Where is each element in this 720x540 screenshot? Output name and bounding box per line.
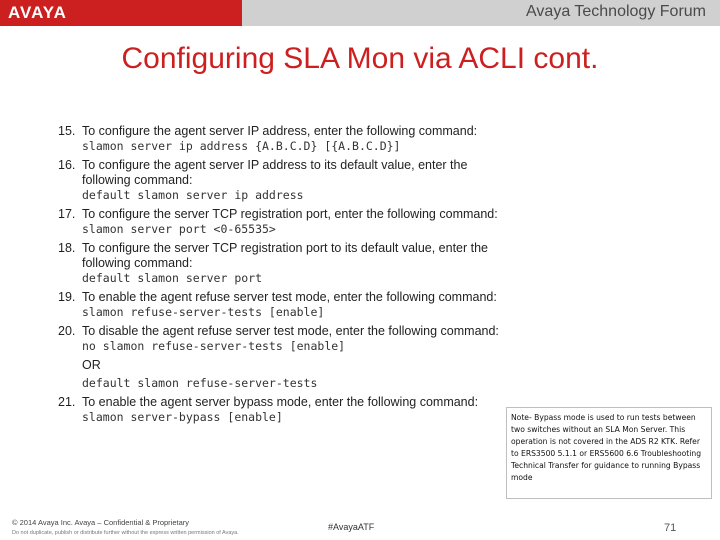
- step-text: To enable the agent refuse server test mode, enter the following command:: [82, 290, 497, 304]
- step-15: [60, 124, 510, 154]
- step-16: [60, 158, 510, 203]
- step-text: To enable the agent server bypass mode, enter the following command:: [82, 395, 479, 409]
- step-command: default slamon server ip address: [82, 188, 304, 202]
- step-command: slamon server-bypass [enable]: [82, 410, 283, 424]
- step-number: 15.: [58, 124, 76, 138]
- step-command: default slamon server port: [82, 271, 263, 285]
- step-number: 17.: [58, 207, 76, 221]
- or-separator: OR: [82, 358, 101, 372]
- step-number: 20.: [58, 324, 76, 338]
- step-list: [60, 124, 510, 429]
- step-command: slamon server port <0-65535>: [82, 222, 276, 236]
- avaya-logo: AVAYA: [8, 3, 67, 22]
- step-command: slamon server ip address {A.B.C.D} [{A.B.C.D}]: [82, 139, 401, 153]
- footer-hashtag: #AvayaATF: [328, 522, 375, 532]
- top-banner: [0, 0, 720, 26]
- step-text: To disable the agent refuse server test mode, enter the following command:: [82, 324, 499, 338]
- step-command: no slamon refuse-server-tests [enable]: [82, 339, 346, 353]
- step-17: [60, 207, 510, 237]
- step-number: 19.: [58, 290, 76, 304]
- step-number: 16.: [58, 158, 76, 172]
- step-text: To configure the server TCP registration port, enter the following command:: [82, 207, 498, 221]
- step-number: 21.: [58, 395, 76, 409]
- footer-copyright: © 2014 Avaya Inc. Avaya – Confidential & Proprietary: [12, 518, 190, 527]
- footer-notice: Do not duplicate, publish or distribute further without the express written permission of Avaya.: [12, 530, 239, 536]
- forum-bar: [242, 0, 720, 26]
- step-21: [60, 395, 510, 425]
- brand-bar: [0, 0, 242, 26]
- step-20: [60, 324, 510, 391]
- forum-title: Avaya Technology Forum: [526, 3, 706, 20]
- step-18: [60, 241, 510, 286]
- step-command: slamon refuse-server-tests [enable]: [82, 305, 325, 319]
- step-text: To configure the agent server IP address to its default value, enter the following command:: [82, 158, 468, 187]
- page-number: 71: [664, 522, 677, 534]
- bypass-note-box: Note- Bypass mode is used to run tests between two switches without an SLA Mon Server. This operation is not covered in the ADS R2 KTK. Refer to ERS3500 5.1.1 or ERS5600 6.6 Troubleshooting Technical Transfer for guidance to running Bypass mode: [506, 407, 712, 499]
- step-text: To configure the agent server IP address, enter the following command:: [82, 124, 478, 138]
- step-command-alt: default slamon refuse-server-tests: [82, 376, 318, 390]
- step-19: [60, 290, 510, 320]
- step-text: To configure the server TCP registration port to its default value, enter the following command:: [82, 241, 489, 270]
- slide-title: Configuring SLA Mon via ACLI cont.: [121, 42, 599, 75]
- step-number: 18.: [58, 241, 76, 255]
